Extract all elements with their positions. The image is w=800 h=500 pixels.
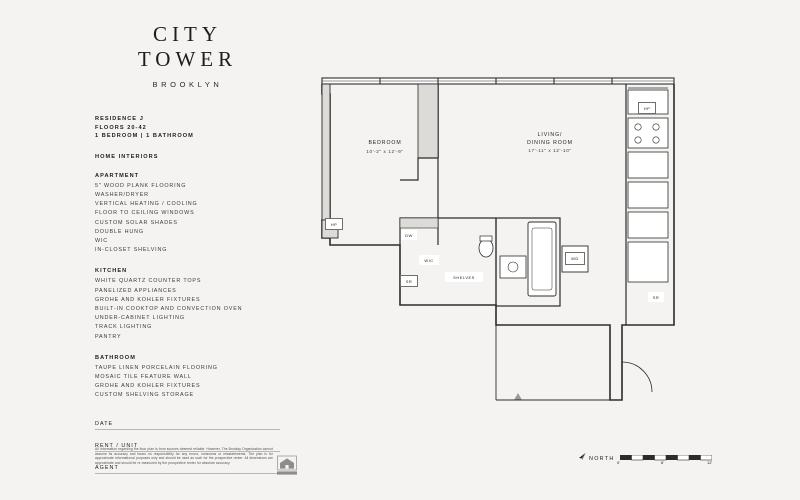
list-item: FLOOR TO CEILING WINDOWS [95,210,195,217]
list-item: TRACK LIGHTING [95,324,153,331]
scale-mark-6: 6' [661,460,664,465]
list-item: WIC [95,238,109,244]
disclaimer-text: All information regarding the floor plan is from sources deemed reliable. However, The Brodsky Organization cannot assume its accuracy and bears no responsibility for any errors, omissions or misstatements. The plan is for approximate informational purposes only and should be used as such for the prospective renter. All dimensions are approximate and should be re-measured by the prospective renter for absolute accuracy. [95,447,273,465]
section-bathroom [95,355,280,401]
residence-name: RESIDENCE J [95,116,144,122]
list-item: TAUPE LINEN PORCELAIN FLOORING [95,364,218,371]
scale-bar [620,449,712,455]
brand-logo [95,22,280,89]
section-apartment [95,173,280,256]
brand-line-1: CITY [153,22,222,46]
section-heading: BATHROOM [95,354,136,361]
field-agent[interactable]: AGENT [95,465,280,474]
north-arrow-icon [578,452,587,461]
tag-sr-right: SR [648,292,664,302]
list-item: DOUBLE HUNG [95,228,144,235]
tag-dishwasher: DW [401,230,417,240]
section-heading: APARTMENT [95,172,140,179]
north-label: NORTH [589,456,615,462]
living-name-2: DINING ROOM [527,139,573,146]
living-name-1: LIVING/ [537,132,563,138]
scale-mark-0: 0' [617,460,620,465]
tag-hp-left: HP [325,218,343,230]
residence-floors: FLOORS 20-42 [95,124,147,131]
list-item: GROHE AND KOHLER FIXTURES [95,296,201,303]
residence-config: 1 BEDROOM | 1 BATHROOM [95,133,194,140]
list-item: 5" WOOD PLANK FLOORING [95,182,187,189]
floor-plan-drawing [300,70,720,420]
brand-line-2: TOWER [137,47,238,71]
list-item: GROHE AND KOHLER FIXTURES [95,383,201,390]
section-home-interiors [95,154,280,160]
equal-housing-logo [277,455,297,475]
living-dimensions: 17'-11" x 12'-10" [528,148,572,153]
tag-sr-left: SR [400,275,418,287]
section-kitchen [95,268,280,341]
brand-line-3: BROOKLYN [152,80,223,89]
list-item: IN-CLOSET SHELVING [95,247,168,254]
room-label-bedroom [340,140,430,155]
list-item: PANELIZED APPLIANCES [95,287,177,294]
list-item: CUSTOM SOLAR SHADES [95,219,178,226]
list-item: BUILT-IN COOKTOP AND CONVECTION OVEN [95,306,243,313]
residence-meta [95,115,280,141]
list-item: WHITE QUARTZ COUNTER TOPS [95,278,202,285]
field-rent-unit[interactable]: RENT / UNIT [95,443,280,452]
section-heading: KITCHEN [95,268,128,275]
field-date[interactable]: DATE [95,421,280,430]
bedroom-name: BEDROOM [368,140,402,146]
list-item: WASHER/DRYER [95,191,149,198]
tag-shelves: SHELVES [445,272,483,282]
info-column [95,22,280,487]
bedroom-dimensions: 10'-2" x 12'-9" [366,148,404,154]
list-item: PANTRY [95,333,122,340]
list-item: MOSAIC TILE FEATURE WALL [95,374,192,381]
tag-washer-dryer: WD [565,252,585,265]
list-item: VERTICAL HEATING / COOLING [95,201,198,208]
list-item: UNDER-CABINET LIGHTING [95,315,185,322]
tag-wic: WIC [419,255,439,265]
section-heading: HOME INTERIORS [95,153,159,160]
tag-hp-top: HP [638,102,656,114]
scale-mark-12: 12' [707,460,713,465]
floor-plan-svg [300,70,720,420]
room-label-living-dining [500,132,600,155]
north-indicator [578,452,615,462]
list-item: CUSTOM SHELVING STORAGE [95,392,194,399]
